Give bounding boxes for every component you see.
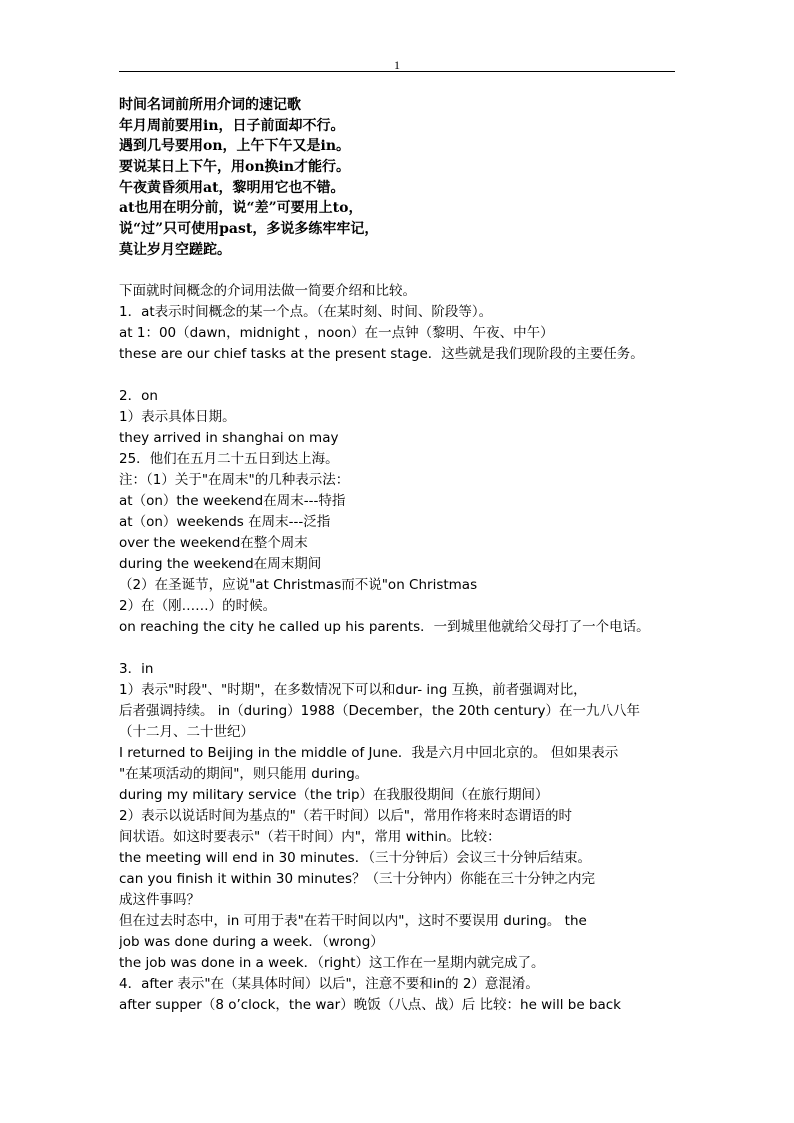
body-line: （十二月、二十世纪） [119, 724, 254, 741]
example-line: these are our chief tasks at the present stage．这些就是我们现阶段的主要任务。 [119, 346, 644, 363]
body-line: 间状语。如这时要表示"（若干时间）内"，常用 within。比较： [119, 829, 501, 846]
example-line: 成这件事吗？ [119, 892, 200, 909]
poem-line: 要说某日上下午，用on换in才能行。 [119, 159, 351, 176]
blank-line [119, 638, 675, 659]
note-line: 注：（1）关于"在周末"的几种表示法： [119, 472, 350, 489]
mnemonic-poem [119, 95, 675, 261]
example-line: over the weekend在整个周末 [119, 535, 308, 552]
body-line: 2）在（刚……）的时候。 [119, 598, 277, 615]
poem-title: 时间名词前所用介词的速记歌 [119, 97, 301, 113]
section-at-heading: 1．at表示时间概念的某一个点。（在某时刻、时间、阶段等）。 [119, 304, 493, 321]
poem-line: 莫让岁月空蹉跎。 [119, 241, 231, 258]
example-line: the job was done in a week．（right）这工作在一星期内就完成了。 [119, 955, 545, 972]
intro-line: 下面就时间概念的介词用法做一简要介绍和比较。 [119, 283, 416, 300]
example-line: 25．他们在五月二十五日到达上海。 [119, 451, 339, 468]
body-line: 但在过去时态中，in 可用于表"在若干时间以内"，这时不要误用 during。 the [119, 913, 587, 930]
poem-line: 年月周前要用in，日子前面却不行。 [119, 117, 345, 134]
body-line: 2）表示以说话时间为基点的"（若干时间）以后"，常用作将来时态谓语的时 [119, 808, 573, 825]
example-line: on reaching the city he called up his parents．一到城里他就给父母打了一个电话。 [119, 619, 650, 636]
body-line: 后者强调持续。 in（during）1988（December，the 20th century）在一九八八年 [119, 703, 640, 720]
explanation-body [119, 281, 675, 1016]
example-line: at（on）the weekend在周末---特指 [119, 493, 346, 510]
page-number: 1 [394, 58, 400, 72]
poem-line: at也用在明分前，说“差”可要用上to， [119, 200, 363, 217]
example-line: I returned to Beijing in the middle of June．我是六月中回北京的。 但如果表示 [119, 745, 619, 762]
example-line: job was done during a week．（wrong） [119, 934, 384, 951]
example-line: at 1：00（dawn，midnight ，noon）在一点钟（黎明、午夜、中午） [119, 325, 554, 342]
example-line: after supper（8 o’clock，the war）晚饭（八点、战）后 比较：he will be back [119, 997, 622, 1014]
example-line: during the weekend在周末期间 [119, 556, 322, 573]
example-line: during my military service（the trip）在我服役期间（在旅行期间） [119, 787, 549, 804]
poem-line: 午夜黄昏须用at，黎明用它也不错。 [119, 179, 345, 196]
poem-line: 说“过”只可使用past，多说多练牢牢记， [119, 221, 379, 238]
section-after-heading: 4．after 表示"在（某具体时间）以后"，注意不要和in的 2）意混淆。 [119, 976, 539, 993]
section-on-heading: 2．on [119, 388, 158, 405]
note-line: （2）在圣诞节，应说"at Christmas而不说"on Christmas [119, 577, 478, 594]
blank-line [119, 365, 675, 386]
example-line: the meeting will end in 30 minutes．（三十分钟后）会议三十分钟后结束。 [119, 850, 591, 867]
body-line: "在某项活动的期间"，则只能用 during。 [119, 766, 369, 783]
body-line: 1）表示"时段"、"时期"，在多数情况下可以和dur- ing 互换，前者强调对比， [119, 682, 587, 699]
example-line: at（on）weekends 在周末---泛指 [119, 514, 331, 531]
header-rule [119, 71, 675, 72]
example-line: they arrived in shanghai on may [119, 430, 339, 447]
example-line: can you finish it within 30 minutes？（三十分钟内）你能在三十分钟之内完 [119, 871, 596, 888]
body-line: 1）表示具体日期。 [119, 409, 236, 426]
section-in-heading: 3．in [119, 661, 154, 678]
poem-line: 遇到几号要用on，上午下午又是in。 [119, 138, 351, 155]
document-content [119, 95, 675, 1016]
blank-line [119, 261, 675, 282]
